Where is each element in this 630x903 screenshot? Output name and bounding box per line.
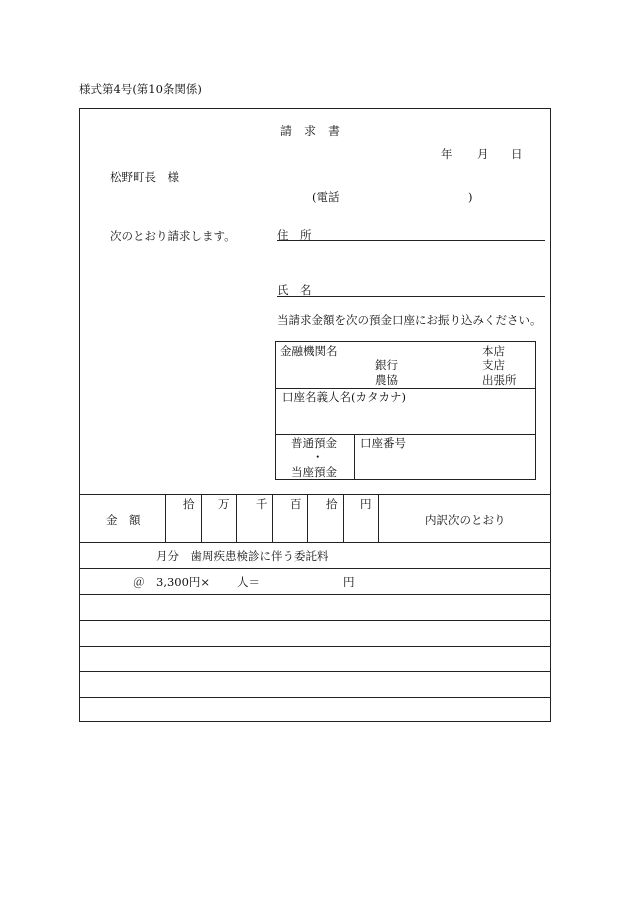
account-type-ordinary: 普通預金 <box>291 436 337 450</box>
digit-ten-man: 拾 <box>183 497 195 511</box>
account-type-dot: ・ <box>312 450 324 464</box>
branch-sub: 支店 <box>482 358 505 372</box>
amount-col-2 <box>201 494 202 542</box>
address-label: 住 所 <box>277 228 312 242</box>
amount-col-5 <box>307 494 308 542</box>
unit-price: ＠ 3,300円× <box>133 575 211 589</box>
addressee: 松野町長 様 <box>110 170 179 184</box>
transfer-text: 当請求金額を次の預金口座にお振り込みください。 <box>277 313 542 327</box>
amount-col-7 <box>378 494 379 542</box>
amount-label: 金 額 <box>106 513 141 527</box>
address-field[interactable] <box>277 240 545 241</box>
branch-office: 出張所 <box>482 373 517 387</box>
name-label: 氏 名 <box>277 283 312 297</box>
amount-row-bottom <box>79 542 551 543</box>
digit-yen: 円 <box>360 497 372 511</box>
row-line-3 <box>79 620 551 621</box>
row-line-4 <box>79 646 551 647</box>
breakdown-note: 内訳次のとおり <box>425 513 506 527</box>
phone-label: (電話 <box>312 190 340 204</box>
account-type-current: 当座預金 <box>291 465 337 479</box>
year-label: 年 <box>441 147 453 161</box>
digit-juu: 拾 <box>326 497 338 511</box>
amount-col-6 <box>343 494 344 542</box>
page-title: 請 求 書 <box>280 124 341 138</box>
name-field[interactable] <box>277 296 545 297</box>
bank-divider-3 <box>354 434 355 480</box>
account-number-label: 口座番号 <box>360 436 406 450</box>
digit-sen: 千 <box>256 497 268 511</box>
row-line-5 <box>79 671 551 672</box>
amount-col-1 <box>165 494 166 542</box>
bank-divider-2 <box>275 434 536 435</box>
phone-close: ) <box>468 190 473 204</box>
bank-divider-1 <box>275 388 536 389</box>
amount-col-4 <box>272 494 273 542</box>
row-line-1 <box>79 568 551 569</box>
digit-hyaku: 百 <box>290 497 302 511</box>
bank-type-ja: 農協 <box>375 373 398 387</box>
amount-row-top <box>79 494 551 495</box>
form-number: 様式第4号(第10条関係) <box>79 82 202 96</box>
row-line-6 <box>79 697 551 698</box>
row-line-2 <box>79 594 551 595</box>
institution-label: 金融機関名 <box>280 344 338 358</box>
service-description: 月分 歯周疾患検診に伴う委託料 <box>156 549 329 563</box>
digit-man: 万 <box>218 497 230 511</box>
branch-main: 本店 <box>482 344 505 358</box>
day-label: 日 <box>511 147 523 161</box>
amount-col-3 <box>236 494 237 542</box>
holder-label: 口座名義人名(カタカナ) <box>282 390 406 404</box>
persons-label: 人＝ <box>237 575 260 589</box>
bank-type-bank: 銀行 <box>375 358 398 372</box>
yen-label: 円 <box>343 575 355 589</box>
request-text: 次のとおり請求します。 <box>110 229 236 243</box>
month-label: 月 <box>477 147 489 161</box>
